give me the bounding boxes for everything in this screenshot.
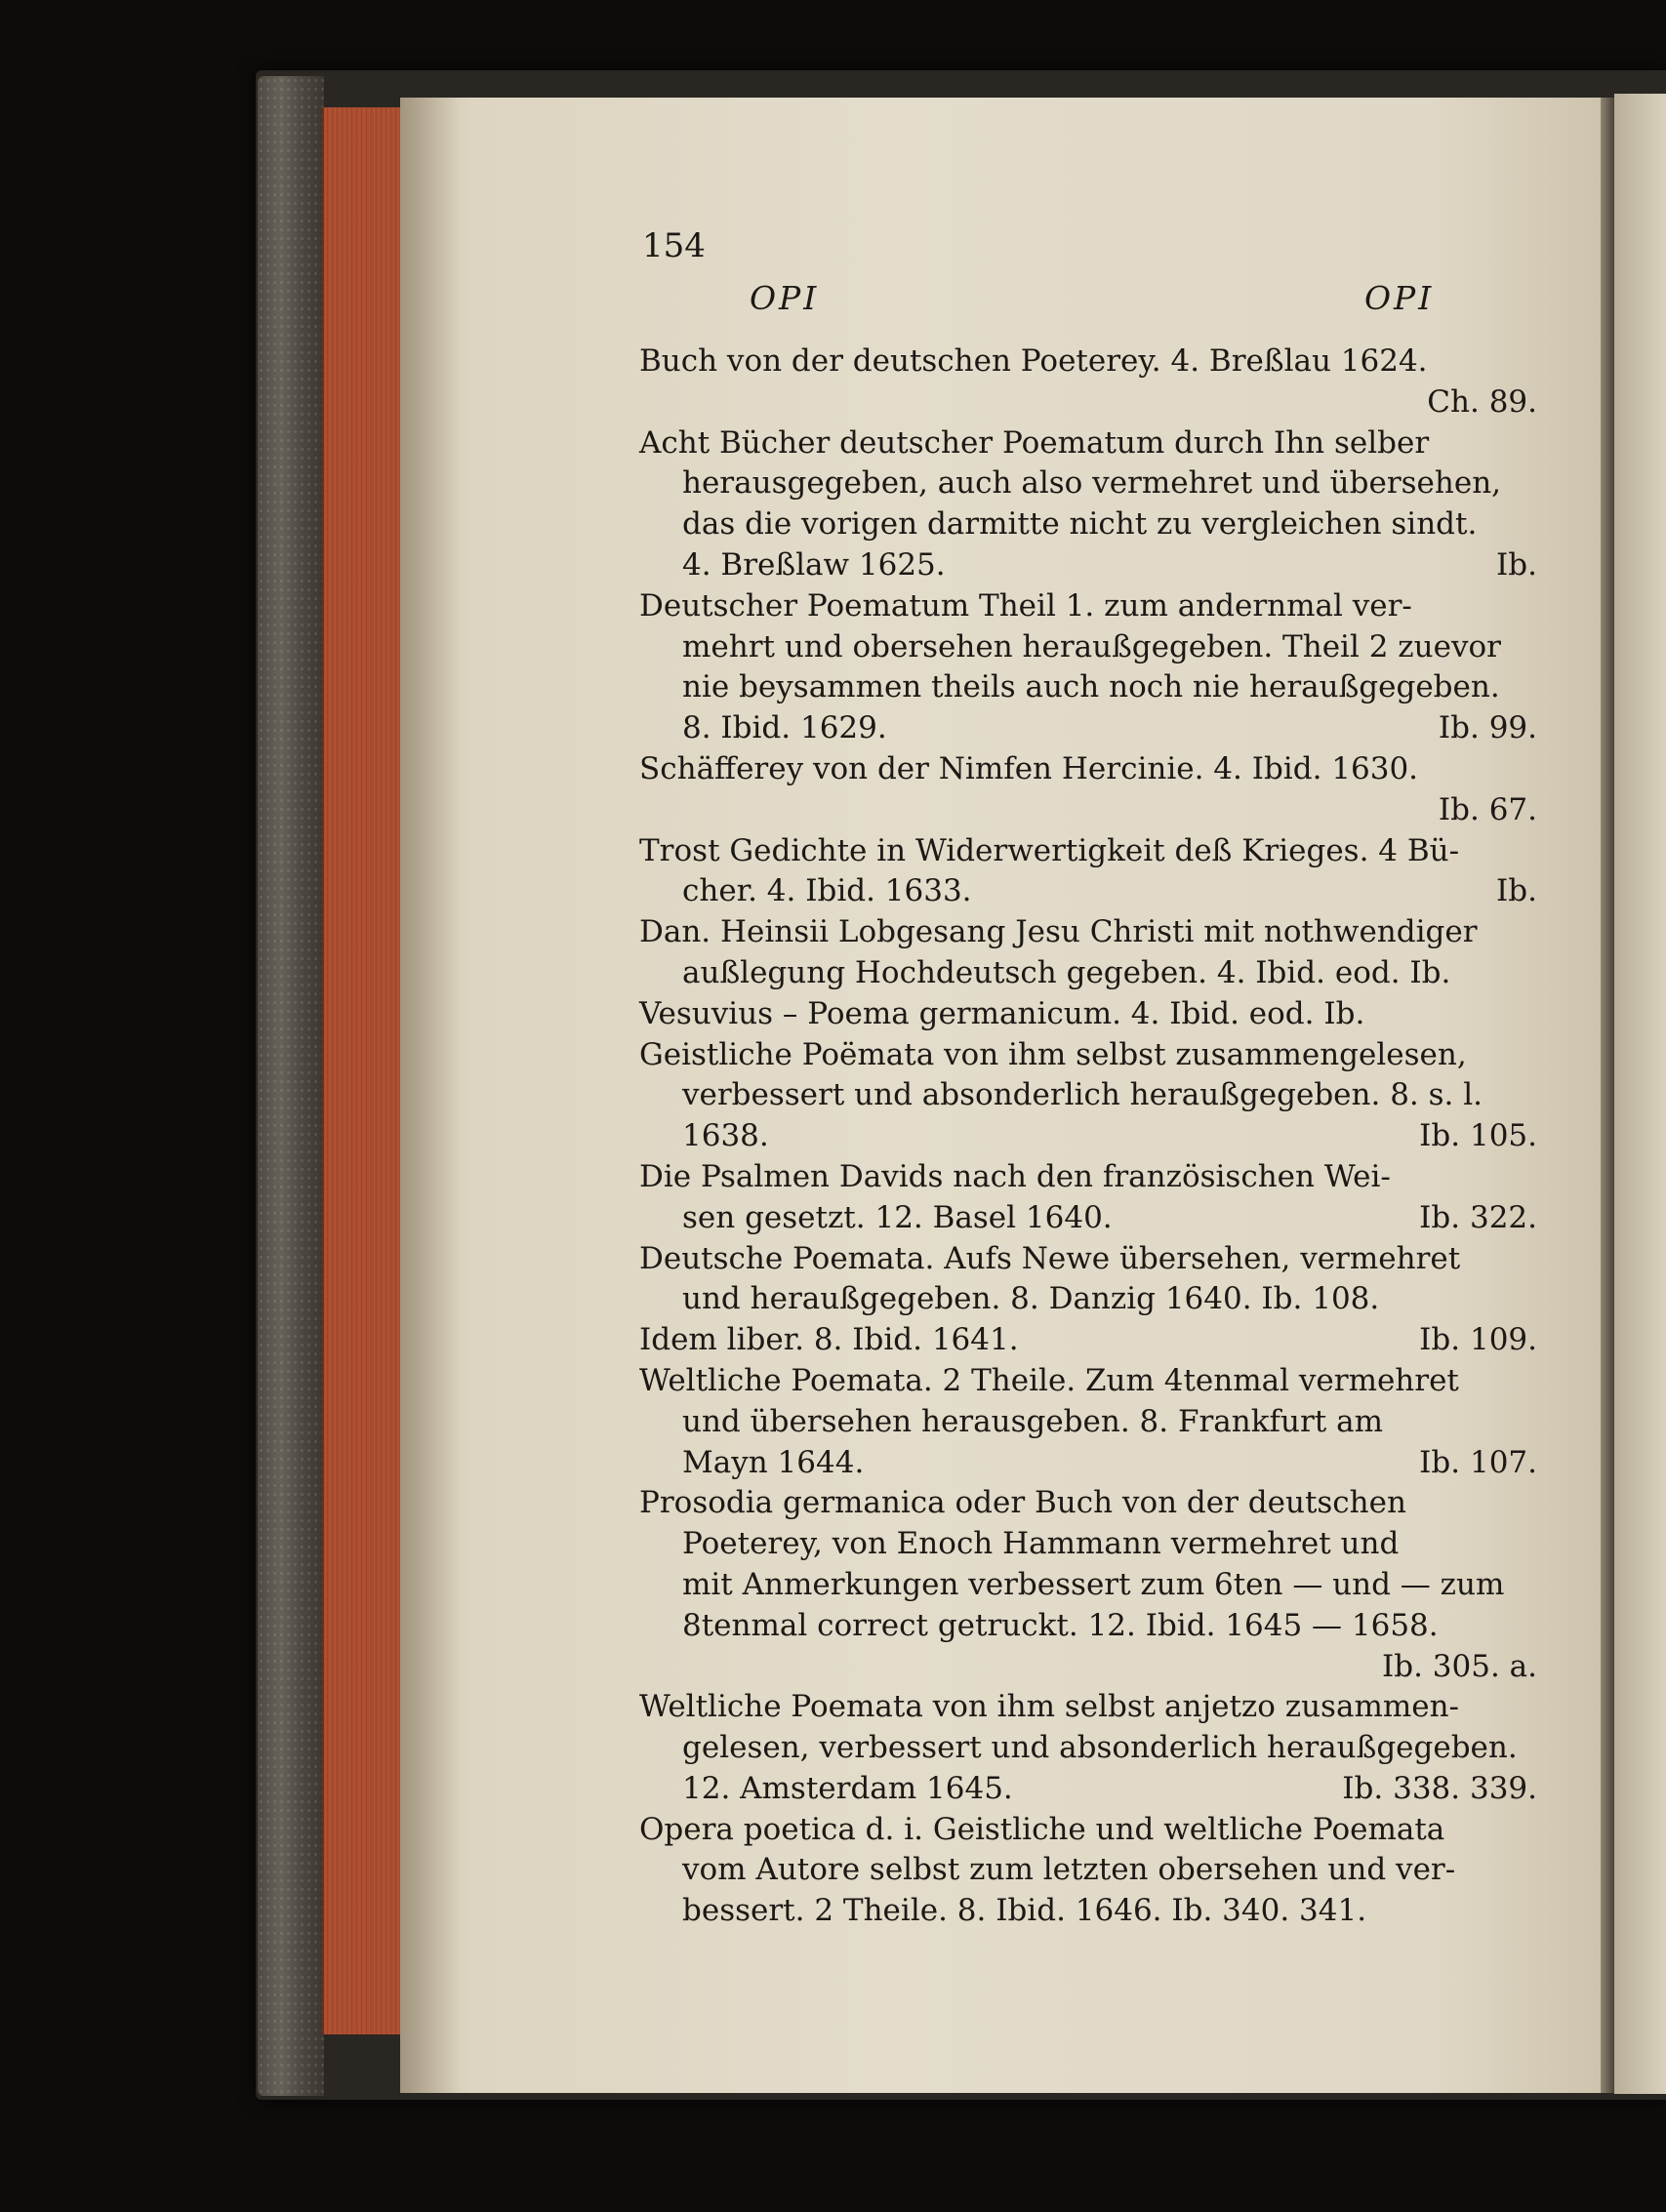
text-line: [639, 1443, 1537, 1484]
text-line: [639, 953, 1537, 994]
text-line: [639, 1075, 1537, 1116]
line-text: gelesen, verbessert und absonderlich heraußgegeben.: [682, 1730, 1518, 1766]
line-text: Poeterey, von Enoch Hammann vermehret und: [682, 1526, 1400, 1562]
line-text: Die Psalmen Davids nach den französischen Wei-: [639, 1158, 1391, 1194]
text-line: [639, 749, 1537, 790]
reference-note: Ib. 338. 339.: [1342, 1770, 1537, 1806]
line-text: herausgegeben, auch also vermehret und übersehen,: [682, 465, 1502, 502]
reference-note: Ib. 99.: [1438, 710, 1537, 746]
text-line: [639, 586, 1537, 627]
line-text: und heraußgegeben. 8. Danzig 1640. Ib. 108.: [682, 1281, 1380, 1317]
line-text: Idem liber. 8. Ibid. 1641.: [639, 1322, 1019, 1358]
reference-note: Ib. 105.: [1419, 1118, 1537, 1154]
line-text: Ib. 305. a.: [1381, 1648, 1537, 1684]
line-text: Geistliche Poëmata von ihm selbst zusammengelesen,: [639, 1036, 1467, 1072]
line-text: 8. Ibid. 1629.: [682, 710, 887, 746]
text-line: [639, 1524, 1537, 1565]
text-line: [639, 790, 1537, 831]
line-text: verbessert und absonderlich heraußgegeben. 8. s. l.: [682, 1077, 1483, 1113]
page-number: 154: [642, 226, 706, 265]
reference-note: Ib.: [1496, 873, 1537, 909]
book-cover: [258, 76, 324, 2096]
text-line: [639, 1810, 1537, 1851]
text-line: [639, 912, 1537, 953]
text-line: [639, 382, 1537, 423]
line-text: das die vorigen darmitte nicht zu vergleichen sindt.: [682, 506, 1478, 543]
line-text: Mayn 1644.: [682, 1444, 865, 1480]
text-line: [639, 667, 1537, 708]
line-text: mit Anmerkungen verbessert zum 6ten — und — zum: [682, 1566, 1505, 1602]
text-line: [639, 1239, 1537, 1280]
line-text: 8tenmal correct getruckt. 12. Ibid. 1645 — 1658.: [682, 1607, 1439, 1643]
bibliography-entries: [639, 342, 1537, 1932]
line-text: Prosodia germanica oder Buch von der deutschen: [639, 1485, 1406, 1521]
line-text: Weltliche Poemata von ihm selbst anjetzo zusammen-: [639, 1689, 1460, 1725]
text-line: [639, 1606, 1537, 1647]
text-line: [639, 504, 1537, 545]
line-text: nie beysammen theils auch noch nie heraußgegeben.: [682, 669, 1500, 705]
text-line: [639, 1687, 1537, 1728]
page-edges: [322, 107, 402, 2034]
text-line: [639, 1157, 1537, 1198]
line-text: 12. Amsterdam 1645.: [682, 1770, 1013, 1806]
text-line: [639, 1279, 1537, 1320]
text-line: [639, 831, 1537, 872]
text-line: [639, 545, 1537, 586]
running-head-right: OPI: [1364, 279, 1435, 317]
line-text: 4. Breßlaw 1625.: [682, 546, 946, 583]
text-line: [639, 463, 1537, 504]
text-line: [639, 423, 1537, 464]
line-text: Weltliche Poemata. 2 Theile. Zum 4tenmal vermehret: [639, 1362, 1459, 1398]
line-text: Deutsche Poemata. Aufs Newe übersehen, vermehret: [639, 1240, 1461, 1276]
line-text: Dan. Heinsii Lobgesang Jesu Christi mit nothwendiger: [639, 914, 1478, 950]
text-line: [639, 1198, 1537, 1239]
text-line: [639, 1891, 1537, 1932]
text-line: [639, 1728, 1537, 1769]
running-head-left: OPI: [750, 279, 820, 317]
page-gutter: [1601, 98, 1614, 2093]
text-line: [639, 1116, 1537, 1157]
line-text: Ib. 67.: [1438, 791, 1537, 827]
text-line: [639, 1769, 1537, 1810]
line-text: Trost Gedichte in Widerwertigkeit deß Krieges. 4 Bü-: [639, 832, 1460, 868]
text-line: [639, 1565, 1537, 1606]
reference-note: Ib. 322.: [1419, 1199, 1537, 1235]
text-line: [639, 627, 1537, 668]
line-text: Schäfferey von der Nimfen Hercinie. 4. Ibid. 1630.: [639, 750, 1419, 786]
line-text: Vesuvius – Poema germanicum. 4. Ibid. eod. Ib.: [639, 995, 1365, 1031]
text-line: [639, 1483, 1537, 1524]
line-text: Opera poetica d. i. Geistliche und weltliche Poemata: [639, 1811, 1445, 1847]
facing-page-edge: [1614, 94, 1666, 2094]
line-text: Acht Bücher deutscher Poematum durch Ihn selber: [639, 424, 1430, 461]
line-text: außlegung Hochdeutsch gegeben. 4. Ibid. eod. Ib.: [682, 954, 1451, 990]
line-text: sen gesetzt. 12. Basel 1640.: [682, 1199, 1113, 1235]
text-line: [639, 1850, 1537, 1891]
line-text: und übersehen herausgeben. 8. Frankfurt am: [682, 1403, 1383, 1439]
text-line: [639, 342, 1537, 382]
text-line: [639, 708, 1537, 749]
text-line: [639, 1320, 1537, 1361]
text-line: [639, 1402, 1537, 1443]
line-text: 1638.: [682, 1118, 769, 1154]
text-line: [639, 1361, 1537, 1402]
line-text: Ch. 89.: [1427, 383, 1537, 420]
text-line: [639, 1035, 1537, 1076]
reference-note: Ib. 107.: [1419, 1444, 1537, 1480]
line-text: Deutscher Poematum Theil 1. zum andernmal ver-: [639, 587, 1412, 623]
reference-note: Ib.: [1496, 546, 1537, 583]
text-line: [639, 1647, 1537, 1688]
line-text: cher. 4. Ibid. 1633.: [682, 873, 972, 909]
text-line: [639, 994, 1537, 1035]
line-text: bessert. 2 Theile. 8. Ibid. 1646. Ib. 340. 341.: [682, 1893, 1367, 1929]
line-text: Buch von der deutschen Poeterey. 4. Breßlau 1624.: [639, 343, 1428, 379]
text-line: [639, 871, 1537, 912]
reference-note: Ib. 109.: [1419, 1322, 1537, 1358]
line-text: mehrt und obersehen heraußgegeben. Theil 2 zuevor: [682, 628, 1501, 664]
line-text: vom Autore selbst zum letzten obersehen und ver-: [682, 1852, 1456, 1888]
